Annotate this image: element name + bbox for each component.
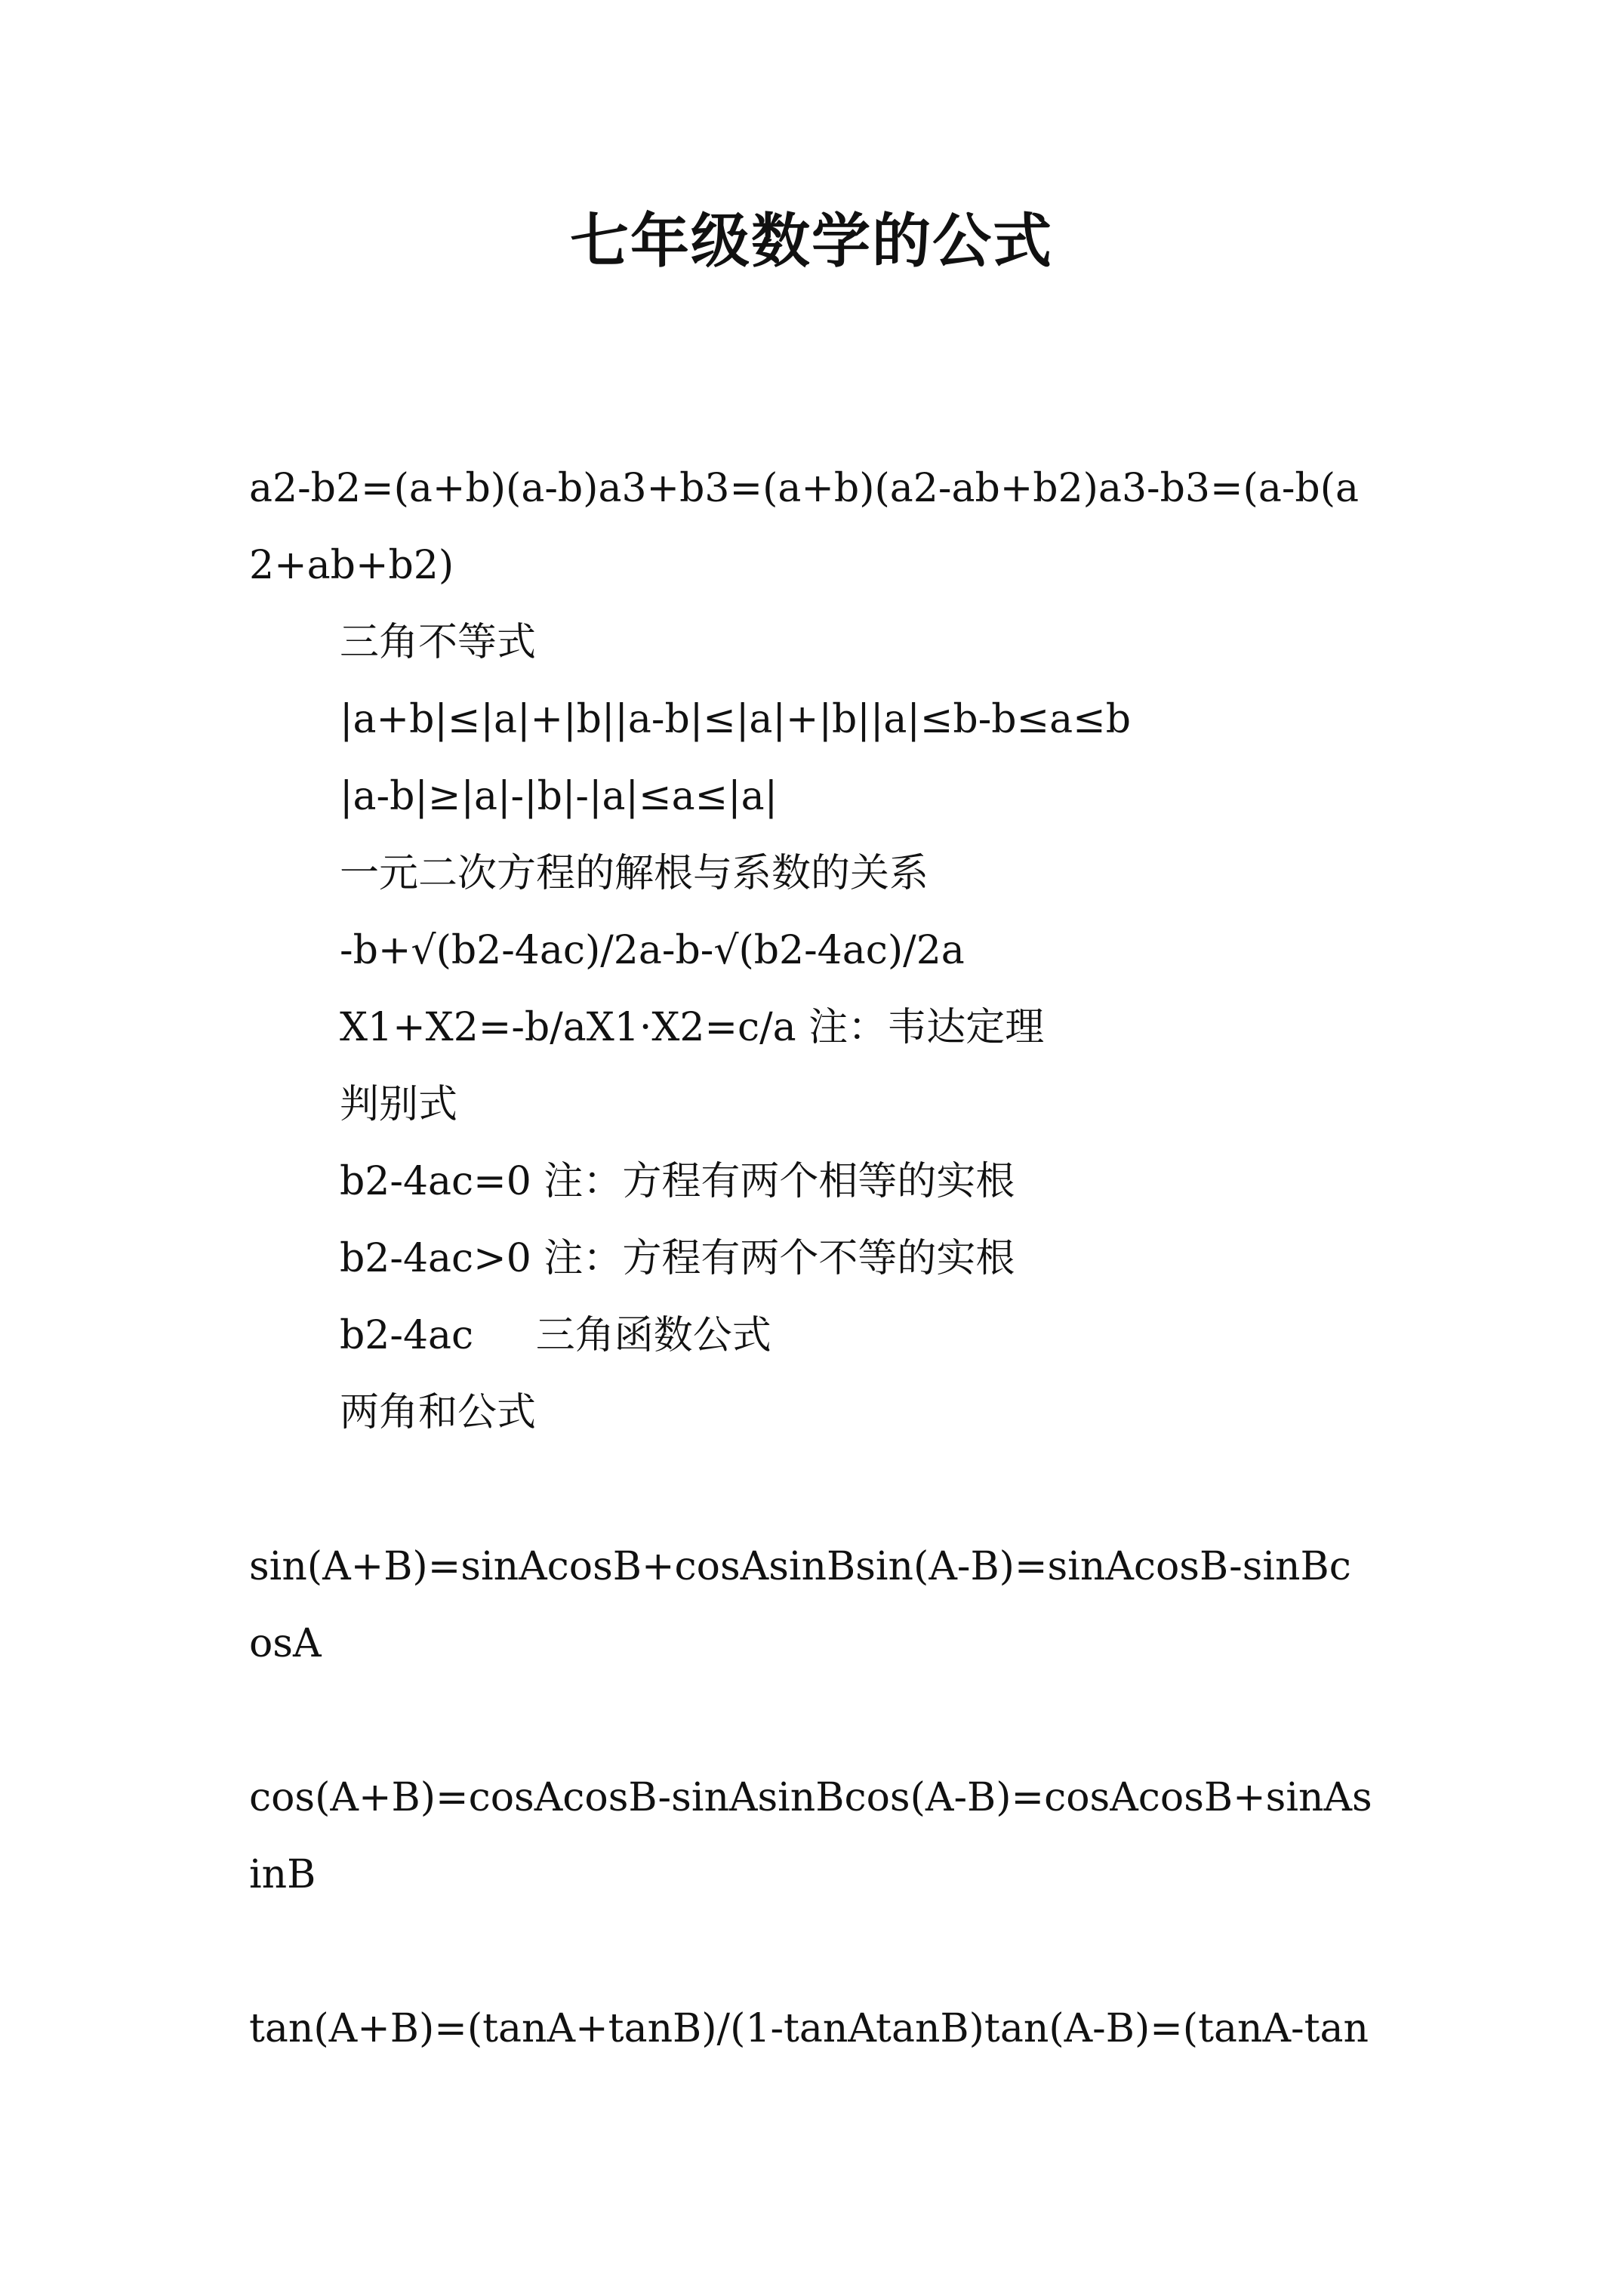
formula-line: cos(A+B)=cosAcosB-sinAsinBcos(A-B)=cosAcosB+sinAsinB bbox=[249, 1775, 1372, 1897]
section-heading: 三角不等式 bbox=[340, 620, 537, 665]
formula-line: b2-4ac=0 注：方程有两个相等的实根 bbox=[340, 1159, 1015, 1204]
formula-line: a2-b2=(a+b)(a-b)a3+b3=(a+b)(a2-ab+b2)a3-b3=(a-b(a2+ab+b2) bbox=[249, 466, 1359, 588]
document-title: 七年级数学的公式 bbox=[569, 207, 1053, 276]
formula-line: X1+X2=-b/aX1·X2=c/a 注：韦达定理 bbox=[340, 1005, 1045, 1050]
formula-line: b2-4ac>0 注：方程有两个不等的实根 bbox=[340, 1236, 1015, 1281]
section-heading: 判别式 bbox=[340, 1082, 458, 1127]
spacer bbox=[249, 1682, 1374, 1759]
formula-line: tan(A+B)=(tanA+tanB)/(1-tanAtanB)tan(A-B)=(tanA-tan bbox=[249, 2006, 1369, 2051]
formula-line: -b+√(b2-4ac)/2a-b-√(b2-4ac)/2a bbox=[340, 928, 965, 973]
formula-line: |a+b|≤|a|+|b||a-b|≤|a|+|b||a|≤b-b≤a≤b bbox=[340, 697, 1131, 742]
formula-line: |a-b|≥|a|-|b|-|a|≤a≤|a| bbox=[340, 774, 778, 819]
spacer bbox=[249, 1913, 1374, 1990]
section-heading: 一元二次方程的解根与系数的关系 bbox=[340, 851, 929, 896]
formula-line: sin(A+B)=sinAcosB+cosAsinBsin(A-B)=sinAcosB-sinBcosA bbox=[249, 1544, 1351, 1666]
document-body bbox=[249, 450, 1374, 2067]
section-heading: 两角和公式 bbox=[340, 1390, 537, 1435]
formula-line: b2-4ac 三角函数公式 bbox=[340, 1313, 771, 1358]
spacer bbox=[249, 1451, 1374, 1528]
